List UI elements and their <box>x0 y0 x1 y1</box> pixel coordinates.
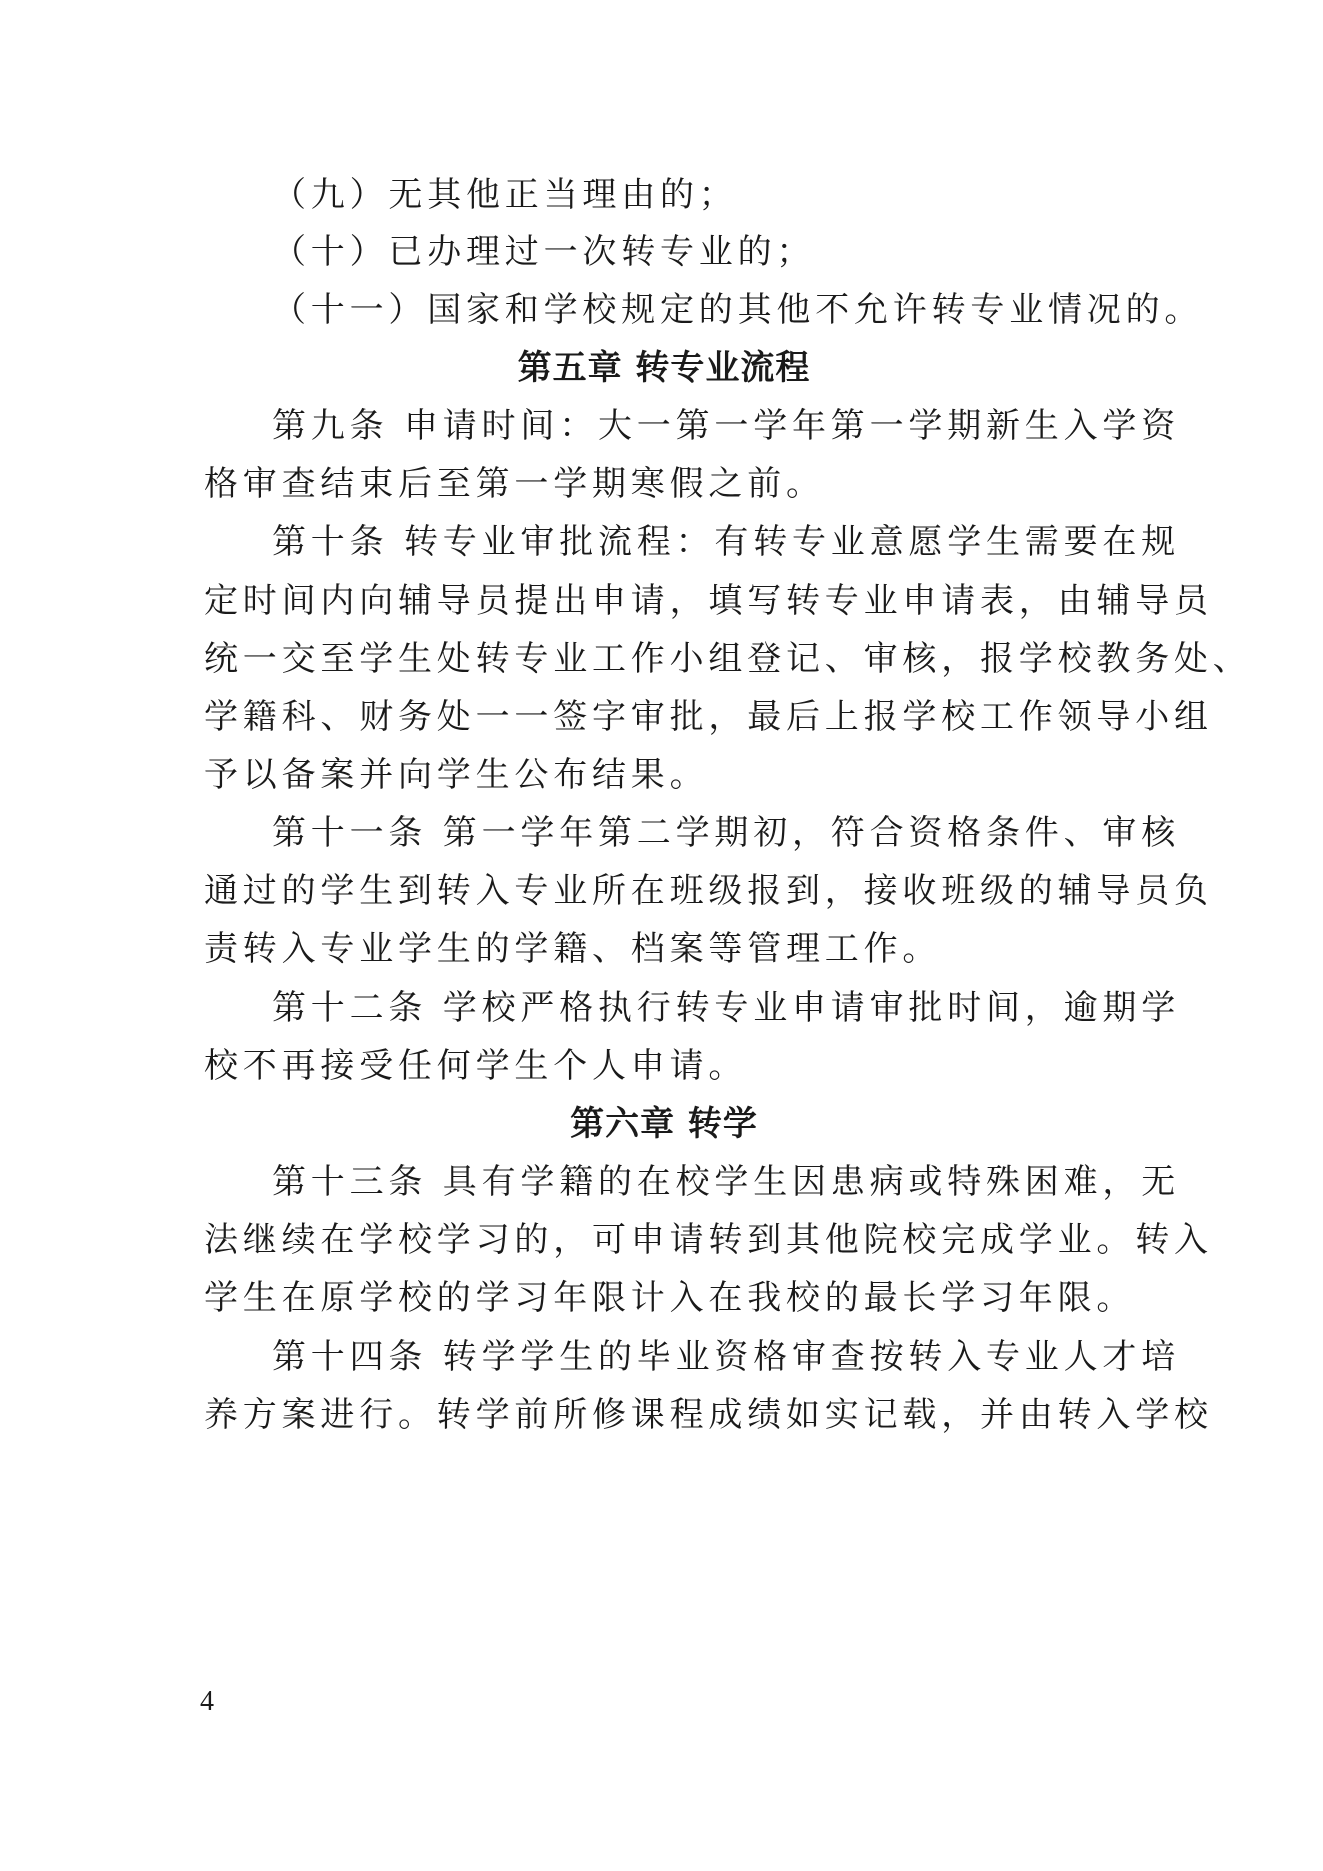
chapter-six-heading: 第六章 转学 <box>570 1104 758 1144</box>
clause-nine: （九）无其他正当理由的； <box>272 175 738 215</box>
article-ten-line-4: 学籍科、财务处一一签字审批，最后上报学校工作领导小组 <box>204 697 1213 737</box>
clause-ten: （十）已办理过一次转专业的； <box>272 232 816 272</box>
article-eleven-line-2: 通过的学生到转入专业所在班级报到，接收班级的辅导员负 <box>204 871 1213 911</box>
article-nine-line-2: 格审查结束后至第一学期寒假之前。 <box>204 464 825 504</box>
clause-eleven: （十一）国家和学校规定的其他不允许转专业情况的。 <box>272 290 1204 330</box>
page-number: 4 <box>200 1686 214 1717</box>
article-eleven-line-3: 责转入专业学生的学籍、档案等管理工作。 <box>204 929 942 969</box>
article-thirteen-line-1: 第十三条 具有学籍的在校学生因患病或特殊困难，无 <box>272 1162 1181 1202</box>
article-thirteen-line-3: 学生在原学校的学习年限计入在我校的最长学习年限。 <box>204 1278 1136 1318</box>
article-ten-line-2: 定时间内向辅导员提出申请，填写转专业申请表，由辅导员 <box>204 581 1213 621</box>
article-nine-line-1: 第九条 申请时间：大一第一学年第一学期新生入学资 <box>272 406 1181 446</box>
article-ten-line-5: 予以备案并向学生公布结果。 <box>204 755 709 795</box>
article-twelve-line-2: 校不再接受任何学生个人申请。 <box>204 1046 748 1086</box>
article-eleven-line-1: 第十一条 第一学年第二学期初，符合资格条件、审核 <box>272 813 1181 853</box>
chapter-five-heading: 第五章 转专业流程 <box>517 348 811 388</box>
article-thirteen-line-2: 法继续在学校学习的，可申请转到其他院校完成学业。转入 <box>204 1220 1213 1260</box>
article-ten-line-3: 统一交至学生处转专业工作小组登记、审核，报学校教务处、 <box>204 639 1252 679</box>
article-twelve-line-1: 第十二条 学校严格执行转专业申请审批时间，逾期学 <box>272 988 1181 1028</box>
article-ten-line-1: 第十条 转专业审批流程：有转专业意愿学生需要在规 <box>272 522 1181 562</box>
article-fourteen-line-1: 第十四条 转学学生的毕业资格审查按转入专业人才培 <box>272 1337 1181 1377</box>
article-fourteen-line-2: 养方案进行。转学前所修课程成绩如实记载，并由转入学校 <box>204 1395 1213 1435</box>
